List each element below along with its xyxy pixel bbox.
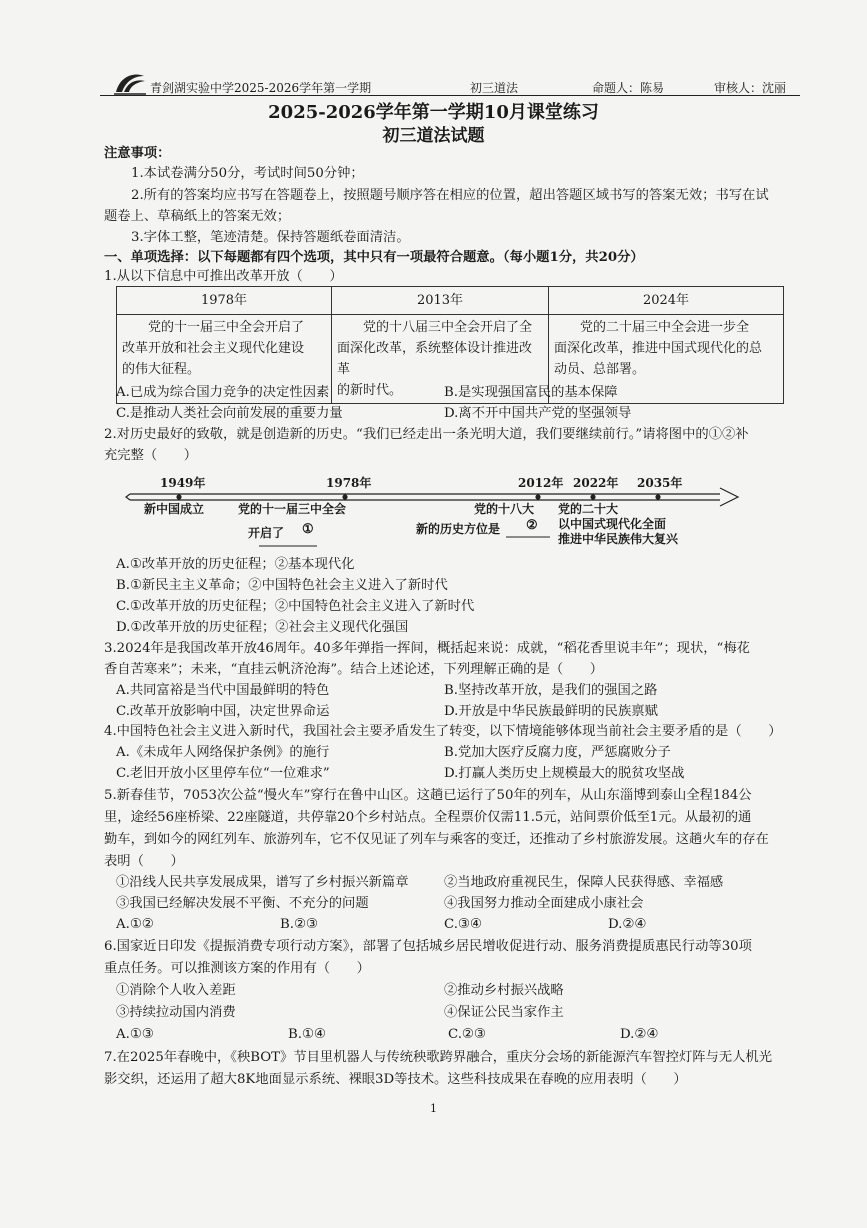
q1-option-a: A.已成为综合国力竞争的决定性因素: [116, 385, 330, 400]
q1-header-2013: 2013年: [332, 287, 549, 315]
q6-option-c: C.②③: [448, 1027, 486, 1042]
q1-cell-1978: 党的十一届三中全会开启了 改革开放和社会主义现代化建设 的伟大征程。: [117, 315, 332, 404]
exam-title: 2025-2026学年第一学期10月课堂练习: [268, 102, 599, 123]
timeline-label-2022c: 推进中华民族伟大复兴: [558, 532, 679, 546]
q1-option-c: C.是推动人类社会向前发展的重要力量: [116, 406, 343, 421]
timeline-label-2022b: 以中国式现代化全面: [558, 517, 667, 531]
q4-option-a: A.《未成年人网络保护条例》的施行: [116, 745, 330, 760]
q6-option-b: B.①④: [288, 1027, 326, 1042]
q2-stem-cont: 充完整（ ）: [104, 448, 198, 463]
q6-statement-1: ①消除个人收入差距: [116, 983, 236, 998]
header-rule: [100, 95, 800, 96]
timeline-dot-1978: [342, 494, 347, 499]
q5-stem: 5.新春佳节，7053次公益“慢火车”穿行在鲁中山区。这趟已运行了50年的列车，从山东淄博到泰山全程184公: [104, 788, 752, 803]
q2-option-d: D.①改革开放的历史征程；②社会主义现代化强国: [116, 620, 409, 635]
timeline-blank-1: ①: [302, 522, 314, 537]
timeline-label-1978b: 开启了: [248, 526, 285, 540]
timeline-dot-2035: [655, 494, 660, 499]
q4-stem: 4.中国特色社会主义进入新时代，我国社会主要矛盾发生了转变，以下情境能够体现当前社会主要矛盾的是（ ）: [104, 724, 782, 739]
q1-header-2024: 2024年: [549, 287, 784, 315]
q3-option-a: A.共同富裕是当代中国最鲜明的特色: [116, 683, 330, 698]
timeline-dot-1949: [176, 494, 181, 499]
timeline-year-2012: 2012年: [518, 476, 564, 490]
timeline-label-2012: 党的十八大: [474, 502, 535, 516]
q4-option-b: B.党加大医疗反腐力度，严惩腐败分子: [444, 745, 671, 760]
school-logo-icon: [112, 70, 148, 96]
q5-statement-3: ③我国已经解决发展不平衡、不充分的问题: [116, 896, 369, 911]
notes-heading: 注意事项：: [104, 146, 171, 161]
q5-stem-4: 表明（ ）: [104, 854, 184, 869]
q1-option-b: B.是实现强国富民的基本保障: [444, 385, 618, 400]
q5-option-d: D.②④: [608, 917, 647, 932]
header-reviewer: 审核人：沈丽: [714, 81, 787, 95]
q5-option-c: C.③④: [444, 917, 482, 932]
timeline-year-2022: 2022年: [573, 476, 619, 490]
q1-cell-2013: 党的十八届三中全会开启了全 面深化改革，系统整体设计推进改革 的新时代。: [332, 315, 549, 404]
note-1: 1.本试卷满分50分，考试时间50分钟；: [131, 166, 364, 181]
q3-option-c: C.改革开放影响中国，决定世界命运: [116, 704, 330, 719]
q6-statement-2: ②推动乡村振兴战略: [444, 983, 564, 998]
q4-option-c: C.老旧开放小区里停车位“一位难求”: [116, 766, 330, 781]
timeline-label-1949: 新中国成立: [144, 502, 205, 516]
timeline-dot-2022: [590, 494, 595, 499]
q5-statement-1: ①沿线人民共享发展成果，谱写了乡村振兴新篇章: [116, 875, 409, 890]
q6-stem: 6.国家近日印发《提振消费专项行动方案》，部署了包括城乡居民增收促进行动、服务消费提质惠民行动等30项: [104, 939, 752, 954]
q1-option-d: D.离不开中国共产党的坚强领导: [444, 406, 632, 421]
q5-stem-3: 勤车，到如今的网红列车、旅游列车，它不仅见证了列车与乘客的变迁，还推动了乡村旅游发展。这趟火车的存在: [104, 832, 769, 847]
q3-stem: 3.2024年是我国改革开放46周年。40多年弹指一挥间，概括起来说：成就，“稻花香里说丰年”；现状，“梅花: [104, 641, 750, 656]
timeline-label-2022: 党的二十大: [558, 502, 619, 516]
header-author: 命题人：陈易: [592, 81, 665, 95]
timeline-year-1978: 1978年: [326, 476, 372, 490]
q5-option-a: A.①②: [116, 917, 154, 932]
q2-stem: 2.对历史最好的致敬，就是创造新的历史。“我们已经走出一条光明大道，我们要继续前行。”请将图中的①②补: [104, 427, 749, 442]
q6-statement-4: ④保证公民当家作主: [444, 1005, 564, 1020]
timeline-blank-2: ②: [526, 518, 538, 533]
note-2-cont: 题卷上、草稿纸上的答案无效；: [104, 209, 291, 224]
timeline-label-1978: 党的十一届三中全会: [238, 502, 347, 516]
q6-option-d: D.②④: [620, 1027, 659, 1042]
timeline-year-1949: 1949年: [160, 476, 206, 490]
section-heading: 一、单项选择：以下每题都有四个选项，其中只有一项最符合题意。（每小题1分，共20分）: [104, 250, 644, 265]
header-subject: 初三道法: [470, 81, 519, 95]
page-number: 1: [430, 1102, 437, 1115]
q7-stem: 7.在2025年春晚中，《秧BOT》节目里机器人与传统秧歌跨界融合，重庆分会场的新能源汽车智控灯阵与无人机光: [104, 1050, 773, 1065]
q2-option-b: B.①新民主主义革命；②中国特色社会主义进入了新时代: [116, 578, 448, 593]
q2-option-a: A.①改革开放的历史征程；②基本现代化: [116, 557, 355, 572]
q6-option-a: A.①③: [116, 1027, 154, 1042]
q3-stem-cont: 香自苦寒来”；未来，“直挂云帆济沧海”。结合上述论述，下列理解正确的是（ ）: [104, 662, 604, 677]
q4-option-d: D.打赢人类历史上规模最大的脱贫攻坚战: [444, 766, 685, 781]
q5-statement-2: ②当地政府重视民生，保障人民获得感、幸福感: [444, 875, 724, 890]
q5-option-b: B.②③: [280, 917, 318, 932]
q6-stem-cont: 重点任务。可以推测该方案的作用有（ ）: [104, 961, 370, 976]
q3-option-d: D.开放是中华民族最鲜明的民族禀赋: [444, 704, 658, 719]
timeline-label-2012b: 新的历史方位是: [416, 522, 501, 536]
q6-statement-3: ③持续拉动国内消费: [116, 1005, 236, 1020]
timeline-year-2035: 2035年: [637, 476, 683, 490]
q2-option-c: C.①改革开放的历史征程；②中国特色社会主义进入了新时代: [116, 599, 475, 614]
q5-statement-4: ④我国努力推动全面建成小康社会: [444, 896, 644, 911]
header-school: 青剑湖实验中学2025-2026学年第一学期: [150, 81, 372, 95]
note-2: 2.所有的答案均应书写在答题卷上，按照题号顺序答在相应的位置，超出答题区域书写的答案无效；书写在试: [131, 188, 769, 203]
q7-stem-cont: 影交织，还运用了超大8K地面显示系统、裸眼3D等技术。这些科技成果在春晚的应用表明（ ）: [104, 1072, 687, 1087]
note-3: 3.字体工整，笔迹清楚。保持答题纸卷面清洁。: [131, 230, 410, 245]
timeline-dot-2012: [535, 494, 540, 499]
exam-subtitle: 初三道法试题: [382, 126, 485, 146]
timeline-arrow-icon: [720, 488, 738, 506]
q3-option-b: B.坚持改革开放，是我们的强国之路: [444, 683, 658, 698]
q5-stem-2: 里，途经56座桥梁、22座隧道，共停靠20个乡村站点。全程票价仅需11.5元，站间票价低至1元。从最初的通: [104, 810, 752, 825]
q1-cell-2024: 党的二十届三中全会进一步全 面深化改革，推进中国式现代化的总 动员、总部署。: [549, 315, 784, 404]
q1-stem: 1.从以下信息中可推出改革开放（ ）: [104, 269, 343, 284]
q1-header-1978: 1978年: [117, 287, 332, 315]
